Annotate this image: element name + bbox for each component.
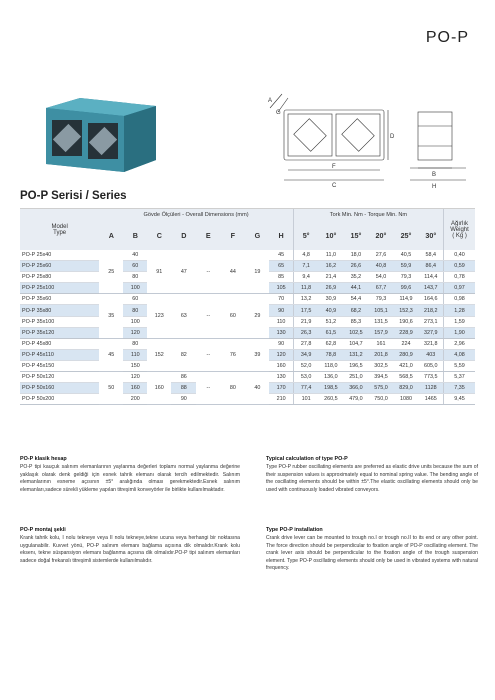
column-header: C xyxy=(147,220,171,250)
technical-drawing xyxy=(262,88,472,190)
dim-b-cell: 80 xyxy=(123,272,147,283)
torque-cell: 131,5 xyxy=(368,316,393,327)
torque-cell: 27,8 xyxy=(293,338,318,349)
dim-b-cell: 200 xyxy=(123,394,147,405)
torque-cell: 164,6 xyxy=(419,294,444,305)
torque-cell: 35,2 xyxy=(343,272,368,283)
dim-h-cell: 110 xyxy=(269,316,293,327)
dim-b-cell: 40 xyxy=(123,250,147,261)
torque-cell: 131,2 xyxy=(343,349,368,360)
en-calc-section xyxy=(266,456,478,494)
torque-cell: 101 xyxy=(293,394,318,405)
column-header: 15° xyxy=(343,220,368,250)
torque-cell: 86,4 xyxy=(419,261,444,272)
torque-cell: 773,5 xyxy=(419,372,444,383)
dim-b-cell: 80 xyxy=(123,305,147,316)
model-cell: PO-P 50x160 xyxy=(20,383,99,394)
torque-cell: 85,3 xyxy=(343,316,368,327)
torque-cell: 568,5 xyxy=(393,372,418,383)
column-header: 20° xyxy=(368,220,393,250)
torque-cell: 218,2 xyxy=(419,305,444,316)
model-header: Model Type xyxy=(20,209,99,250)
model-cell: PO-P 25x40 xyxy=(20,250,99,261)
dim-e-cell: -- xyxy=(196,338,220,371)
series-title: PO-P Serisi / Series xyxy=(20,190,127,202)
column-header: 10° xyxy=(318,220,343,250)
model-cell: PO-P 50x200 xyxy=(20,394,99,405)
model-cell: PO-P 35x100 xyxy=(20,316,99,327)
torque-cell: 40,5 xyxy=(393,250,418,261)
product-image xyxy=(40,96,162,176)
spec-table-body xyxy=(20,250,475,405)
torque-cell: 403 xyxy=(419,349,444,360)
dim-b-cell: 100 xyxy=(123,283,147,294)
dims-header: Gövde Ölçüleri - Overall Dimensions (mm) xyxy=(99,209,293,220)
torque-cell: 67,7 xyxy=(368,283,393,294)
drawing-label-f: F xyxy=(332,164,336,170)
torque-cell: 143,7 xyxy=(419,283,444,294)
torque-cell: 196,5 xyxy=(343,360,368,371)
torque-cell: 34,9 xyxy=(293,349,318,360)
torque-cell: 79,3 xyxy=(393,272,418,283)
model-cell: PO-P 50x120 xyxy=(20,372,99,383)
torque-cell: 26,3 xyxy=(293,327,318,338)
weight-cell: 9,45 xyxy=(444,394,475,405)
torque-cell: 13,2 xyxy=(293,294,318,305)
torque-cell: 40,9 xyxy=(318,305,343,316)
dim-h-cell: 90 xyxy=(269,338,293,349)
torque-cell: 21,9 xyxy=(293,316,318,327)
dim-h-cell: 65 xyxy=(269,261,293,272)
dim-h-cell: 160 xyxy=(269,360,293,371)
weight-cell: 1,90 xyxy=(444,327,475,338)
weight-header: Ağırlık Weight ( Kg ) xyxy=(444,209,475,250)
dim-g-cell: 39 xyxy=(245,338,269,371)
weight-cell: 0,59 xyxy=(444,261,475,272)
weight-cell: 0,78 xyxy=(444,272,475,283)
torque-cell: 61,5 xyxy=(318,327,343,338)
dim-g-cell: 40 xyxy=(245,372,269,405)
dim-h-cell: 90 xyxy=(269,305,293,316)
torque-cell: 78,8 xyxy=(318,349,343,360)
dim-a-cell: 35 xyxy=(99,294,123,338)
torque-cell: 30,9 xyxy=(318,294,343,305)
weight-cell: 1,59 xyxy=(444,316,475,327)
torque-cell: 260,5 xyxy=(318,394,343,405)
drawing-label-a: A xyxy=(268,98,273,104)
torque-cell: 605,0 xyxy=(419,360,444,371)
torque-cell: 58,4 xyxy=(419,250,444,261)
dim-d-cell: 82 xyxy=(171,338,196,371)
dim-d-cell: 47 xyxy=(171,250,196,294)
column-header: F xyxy=(220,220,245,250)
dim-h-cell: 130 xyxy=(269,372,293,383)
model-cell: PO-P 45x110 xyxy=(20,349,99,360)
torque-cell: 7,1 xyxy=(293,261,318,272)
drawing-label-b: B xyxy=(432,172,437,178)
dim-f-cell: 80 xyxy=(220,372,245,405)
torque-cell: 54,0 xyxy=(368,272,393,283)
tr-mount-section xyxy=(20,527,240,565)
dim-h-cell: 105 xyxy=(269,283,293,294)
torque-cell: 114,9 xyxy=(393,294,418,305)
torque-cell: 1465 xyxy=(419,394,444,405)
dim-b-cell: 110 xyxy=(123,349,147,360)
dim-h-cell: 130 xyxy=(269,327,293,338)
torque-cell: 575,0 xyxy=(368,383,393,394)
dim-d-cell: 90 xyxy=(171,394,196,405)
dim-a-cell: 25 xyxy=(99,250,123,294)
torque-cell: 68,2 xyxy=(343,305,368,316)
torque-cell: 136,0 xyxy=(318,372,343,383)
weight-cell: 0,40 xyxy=(444,250,475,261)
tr-calc-body: PO-P tipi kauçuk salınım elemanlarının yaylanma değerleri toplamı normal yaylanma değerine yaklaşık olarak denk geldiği için esnek tahrik elemanı olarak tercih edilmektedir. Salınım elemanlarının esneme açısının ±5° aralığında olması gerekmektedir.Esnek salınım elemanları,sadece sürekli yükleme yapılan titreşimli konveyörler ile birlikte kullanılmaktadır. xyxy=(20,464,240,493)
torque-cell: 4,8 xyxy=(293,250,318,261)
model-cell: PO-P 45x150 xyxy=(20,360,99,371)
dim-b-cell: 60 xyxy=(123,294,147,305)
torque-cell: 829,0 xyxy=(393,383,418,394)
dim-c-cell: 91 xyxy=(147,250,171,294)
torque-cell: 51,2 xyxy=(318,316,343,327)
dim-e-cell: -- xyxy=(196,250,220,294)
column-header: 25° xyxy=(393,220,418,250)
torque-cell: 421,0 xyxy=(393,360,418,371)
dim-a-cell: 50 xyxy=(99,372,123,405)
torque-cell: 26,9 xyxy=(318,283,343,294)
tr-calc-section xyxy=(20,456,240,494)
torque-cell: 118,0 xyxy=(318,360,343,371)
dim-b-cell: 120 xyxy=(123,372,147,383)
drawing-label-c: C xyxy=(332,183,337,189)
table-row xyxy=(20,372,475,383)
dim-d-cell: 88 xyxy=(171,383,196,394)
drawing-label-g: G xyxy=(276,110,281,116)
torque-header: Tork Min. Nm - Torque Min. Nm xyxy=(293,209,443,220)
torque-cell: 99,6 xyxy=(393,283,418,294)
dim-b-cell: 160 xyxy=(123,383,147,394)
dim-f-cell: 76 xyxy=(220,338,245,371)
en-calc-body: Type PO-P rubber oscillating elements are preferred as elastic drive units because the sum of their suspension values is approximately equal to nominal spring value. The bending angle of the oscillating elements should be within ±5°.The elastic oscillating elements should only be used with continuously loaded vibrated conveyors. xyxy=(266,464,478,493)
dim-f-cell: 60 xyxy=(220,294,245,338)
torque-cell: 16,2 xyxy=(318,261,343,272)
torque-cell: 479,0 xyxy=(343,394,368,405)
column-header: 30° xyxy=(419,220,444,250)
en-mount-section xyxy=(266,527,478,572)
torque-cell: 44,1 xyxy=(343,283,368,294)
torque-cell: 17,5 xyxy=(293,305,318,316)
dim-b-cell: 80 xyxy=(123,338,147,349)
torque-cell: 1080 xyxy=(393,394,418,405)
dim-c-cell: 152 xyxy=(147,338,171,371)
column-header: A xyxy=(99,220,123,250)
torque-cell: 201,8 xyxy=(368,349,393,360)
torque-cell: 366,0 xyxy=(343,383,368,394)
torque-cell: 9,4 xyxy=(293,272,318,283)
dim-h-cell: 170 xyxy=(269,383,293,394)
torque-cell: 27,6 xyxy=(368,250,393,261)
column-header: H xyxy=(269,220,293,250)
model-cell: PO-P 35x80 xyxy=(20,305,99,316)
dim-e-cell: -- xyxy=(196,294,220,338)
torque-cell: 105,1 xyxy=(368,305,393,316)
torque-cell: 77,4 xyxy=(293,383,318,394)
dim-b-cell: 120 xyxy=(123,327,147,338)
torque-cell: 327,9 xyxy=(419,327,444,338)
weight-cell: 5,59 xyxy=(444,360,475,371)
torque-cell: 62,8 xyxy=(318,338,343,349)
torque-cell: 190,6 xyxy=(393,316,418,327)
torque-cell: 18,0 xyxy=(343,250,368,261)
torque-cell: 157,9 xyxy=(368,327,393,338)
column-header: B xyxy=(123,220,147,250)
column-header: G xyxy=(245,220,269,250)
weight-cell: 7,35 xyxy=(444,383,475,394)
torque-cell: 251,0 xyxy=(343,372,368,383)
torque-cell: 11,0 xyxy=(318,250,343,261)
torque-cell: 102,5 xyxy=(343,327,368,338)
en-mount-body: Crank drive lever can be mounted to trough no.I or trough no.II to its end or any other point. The force direction should be perpendicular to fixation angle of PO-P oscillating element. The crank lever axis should be perpendicular to the fixation angle of the trough suspension element. Type PO-P oscillating elements should only be used in vibrated systems with natural frequency. xyxy=(266,535,478,572)
torque-cell: 321,8 xyxy=(419,338,444,349)
brand-title: PO-P xyxy=(425,29,469,46)
weight-cell: 2,96 xyxy=(444,338,475,349)
dim-h-cell: 85 xyxy=(269,272,293,283)
model-cell: PO-P 35x120 xyxy=(20,327,99,338)
dim-b-cell: 150 xyxy=(123,360,147,371)
torque-cell: 52,0 xyxy=(293,360,318,371)
torque-cell: 40,8 xyxy=(368,261,393,272)
dim-f-cell: 44 xyxy=(220,250,245,294)
weight-cell: 1,28 xyxy=(444,305,475,316)
weight-cell: 4,08 xyxy=(444,349,475,360)
torque-cell: 152,3 xyxy=(393,305,418,316)
column-header: 5° xyxy=(293,220,318,250)
torque-cell: 228,9 xyxy=(393,327,418,338)
dim-h-cell: 45 xyxy=(269,250,293,261)
dim-c-cell: 160 xyxy=(147,372,171,405)
dim-h-cell: 120 xyxy=(269,349,293,360)
torque-cell: 21,4 xyxy=(318,272,343,283)
column-header: D xyxy=(171,220,196,250)
weight-cell: 5,37 xyxy=(444,372,475,383)
weight-cell: 0,97 xyxy=(444,283,475,294)
table-row xyxy=(20,294,475,305)
dim-c-cell: 123 xyxy=(147,294,171,338)
dim-g-cell: 19 xyxy=(245,250,269,294)
torque-cell: 161 xyxy=(368,338,393,349)
weight-cell: 0,98 xyxy=(444,294,475,305)
model-cell: PO-P 35x60 xyxy=(20,294,99,305)
dim-g-cell: 29 xyxy=(245,294,269,338)
torque-cell: 54,4 xyxy=(343,294,368,305)
torque-cell: 11,8 xyxy=(293,283,318,294)
table-row xyxy=(20,250,475,261)
drawing-label-h: H xyxy=(432,184,437,190)
torque-cell: 750,0 xyxy=(368,394,393,405)
model-cell: PO-P 25x80 xyxy=(20,272,99,283)
en-calc-title: Typical calculation of type PO-P xyxy=(266,456,348,462)
model-cell: PO-P 25x60 xyxy=(20,261,99,272)
torque-cell: 53,0 xyxy=(293,372,318,383)
torque-cell: 104,7 xyxy=(343,338,368,349)
dim-h-cell: 70 xyxy=(269,294,293,305)
table-row xyxy=(20,338,475,349)
torque-cell: 273,1 xyxy=(419,316,444,327)
torque-cell: 59,9 xyxy=(393,261,418,272)
dim-b-cell: 100 xyxy=(123,316,147,327)
torque-cell: 79,3 xyxy=(368,294,393,305)
dim-b-cell: 60 xyxy=(123,261,147,272)
torque-cell: 26,6 xyxy=(343,261,368,272)
column-header: E xyxy=(196,220,220,250)
model-cell: PO-P 25x100 xyxy=(20,283,99,294)
tr-mount-title: PO-P montaj şekli xyxy=(20,527,66,533)
torque-cell: 114,4 xyxy=(419,272,444,283)
dim-d-cell: 86 xyxy=(171,372,196,383)
torque-cell: 1128 xyxy=(419,383,444,394)
torque-cell: 224 xyxy=(393,338,418,349)
torque-cell: 280,9 xyxy=(393,349,418,360)
torque-cell: 394,5 xyxy=(368,372,393,383)
dim-h-cell: 210 xyxy=(269,394,293,405)
spec-table xyxy=(20,209,475,405)
dim-e-cell: -- xyxy=(196,372,220,405)
dim-d-cell: 63 xyxy=(171,294,196,338)
tr-mount-body: Krank tahrik kolu, I nolu tekneye veya II nolu tekneye,tekne ucuna veya herhangi bir noktasına uygulanabilir. Kuvvet yönü, PO-P salınım elemanı bağlama açısına dik olmalıdır.Krank kolu eksenı, tekne süspansiyon elemanı bağlanma açısına dik olmalıdır.PO-P tipi salınım elemanları sadece doğal frekanslı titreşimli sistemlerde kullanılmalıdır. xyxy=(20,535,240,564)
model-cell: PO-P 45x80 xyxy=(20,338,99,349)
en-mount-title: Type PO-P installation xyxy=(266,527,323,533)
drawing-label-d: D xyxy=(390,134,395,140)
tr-calc-title: PO-P klasik hesap xyxy=(20,456,67,462)
torque-cell: 302,5 xyxy=(368,360,393,371)
dim-a-cell: 45 xyxy=(99,338,123,371)
torque-cell: 198,5 xyxy=(318,383,343,394)
